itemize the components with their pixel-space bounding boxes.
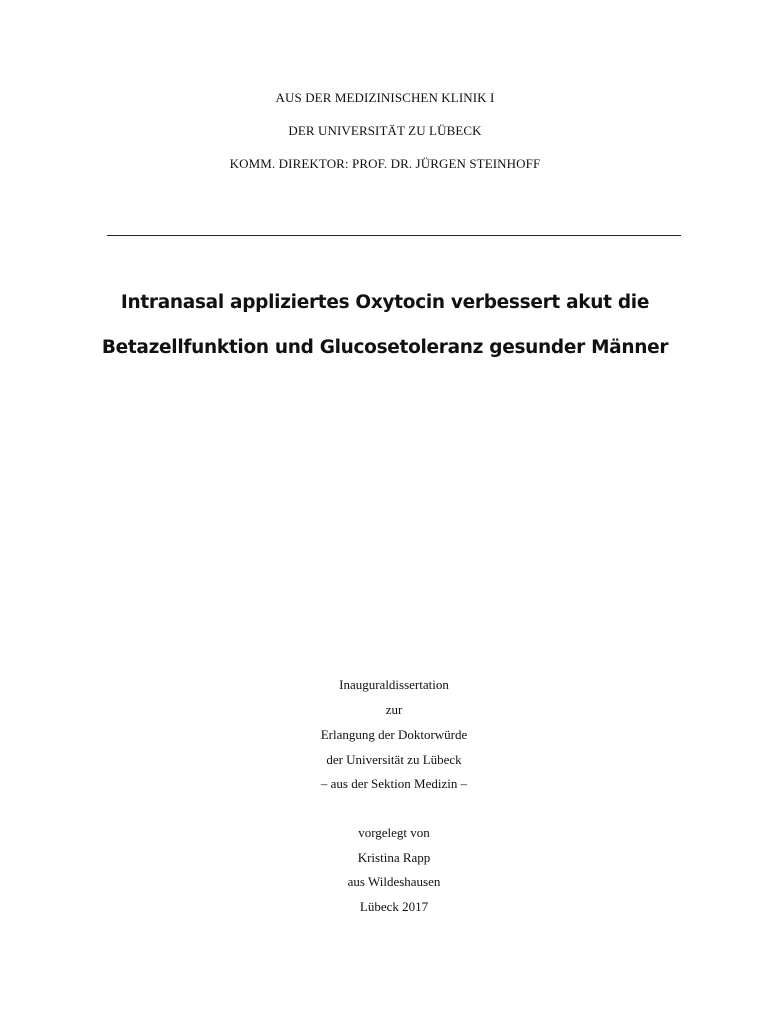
- dissertation-connector: zur: [385, 702, 403, 717]
- presented-by: vorgelegt von: [358, 825, 430, 840]
- director-line: KOMM. DIREKTOR: PROF. DR. JÜRGEN STEINHOFF: [229, 156, 541, 171]
- dissertation-section: – aus der Sektion Medizin –: [320, 776, 468, 791]
- author-origin: aus Wildeshausen: [347, 874, 441, 889]
- university-name: DER UNIVERSITÄT ZU LÜBECK: [288, 123, 482, 138]
- clinic-name: AUS DER MEDIZINISCHEN KLINIK I: [275, 90, 495, 105]
- dissertation-purpose: Erlangung der Doktorwürde: [320, 727, 468, 742]
- header-divider: [107, 235, 681, 236]
- place-and-year: Lübeck 2017: [359, 899, 429, 914]
- dissertation-institution: der Universität zu Lübeck: [326, 752, 462, 767]
- thesis-title-line-1: Intranasal appliziertes Oxytocin verbessert akut die: [120, 292, 650, 313]
- author-name: Kristina Rapp: [357, 850, 431, 865]
- thesis-title-line-2: Betazellfunktion und Glucosetoleranz gesunder Männer: [101, 337, 669, 358]
- dissertation-type: Inauguraldissertation: [339, 677, 449, 692]
